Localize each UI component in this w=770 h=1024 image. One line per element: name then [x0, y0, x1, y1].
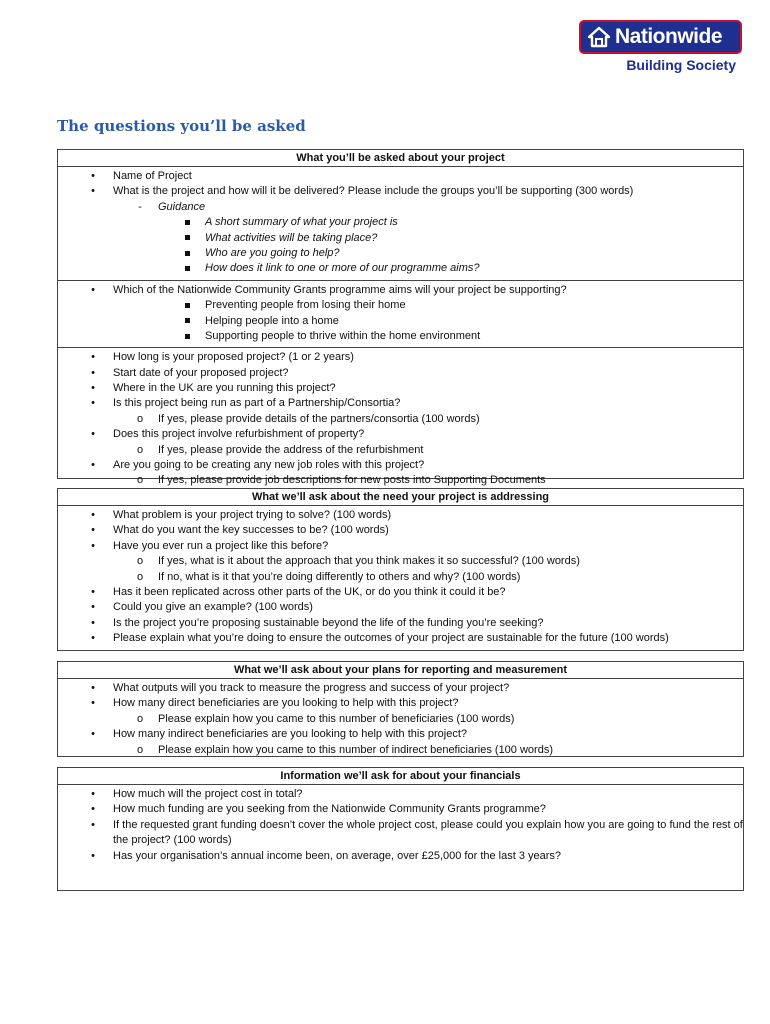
- bullet-marker: o: [136, 712, 144, 725]
- list-item: [58, 818, 743, 849]
- list-item: [58, 802, 743, 817]
- list-item: [58, 787, 743, 802]
- question-text: Supporting people to thrive within the home environment: [205, 329, 481, 342]
- question-text: Helping people into a home: [205, 314, 339, 327]
- bullet-marker: [182, 246, 192, 261]
- bullet-marker: •: [91, 366, 95, 379]
- list-item: [58, 314, 743, 329]
- bullet-marker: •: [91, 788, 95, 800]
- question-text: Please explain what you’re doing to ensure the outcomes of your project are sustainable for the future (100 words): [113, 632, 669, 645]
- bullet-marker: •: [91, 803, 95, 816]
- list-item: [58, 539, 743, 554]
- square-bullet-icon: [185, 318, 190, 323]
- logo-subtitle: Building Society: [626, 57, 736, 73]
- question-text: Which of the Nationwide Community Grants programme aims will your project be supporting?: [113, 283, 567, 296]
- bullet-marker: •: [91, 509, 95, 521]
- square-bullet-icon: [185, 334, 190, 339]
- list-item: [58, 712, 743, 727]
- question-text: How many direct beneficiaries are you looking to help with this project?: [113, 697, 459, 710]
- list-item: [58, 396, 743, 411]
- bullet-marker: [182, 298, 192, 313]
- question-text: Who are you going to help?: [205, 246, 340, 259]
- bullet-marker: [182, 314, 192, 329]
- table-row: [58, 506, 743, 650]
- bullet-marker: o: [136, 412, 144, 425]
- table-row: [58, 785, 743, 867]
- list-item: [58, 458, 743, 473]
- bullet-marker: •: [91, 283, 95, 296]
- square-bullet-icon: [185, 235, 190, 240]
- bullet-marker: •: [91, 585, 95, 598]
- bullet-marker: [182, 231, 192, 246]
- bullet-marker: •: [91, 397, 95, 410]
- square-bullet-icon: [185, 220, 190, 225]
- question-text: Does this project involve refurbishment of property?: [113, 428, 365, 441]
- question-text: How much will the project cost in total?: [113, 788, 303, 800]
- question-text: If yes, please provide job descriptions for new posts into Supporting Documents: [158, 474, 546, 487]
- question-text: Start date of your proposed project?: [113, 366, 289, 379]
- bullet-marker: o: [136, 555, 144, 568]
- list-item: [58, 350, 743, 365]
- list-item: [58, 184, 743, 199]
- list-item: [58, 283, 743, 298]
- bullet-marker: •: [91, 539, 95, 552]
- question-text: Guidance: [158, 200, 206, 213]
- list-item: [58, 366, 743, 381]
- table-row: [58, 679, 743, 761]
- list-item: [58, 743, 743, 758]
- bullet-marker: -: [138, 200, 142, 213]
- bullet-marker: [182, 261, 192, 276]
- list-item: [58, 231, 743, 246]
- bullet-marker: o: [136, 743, 144, 756]
- question-text: How many indirect beneficiaries are you looking to help with this project?: [113, 728, 468, 741]
- question-text: Is this project being run as part of a Partnership/Consortia?: [113, 397, 401, 410]
- question-text: If yes, please provide the address of the refurbishment: [158, 443, 424, 456]
- bullet-marker: •: [91, 185, 95, 198]
- table-header: What you’ll be asked about your project: [58, 150, 743, 167]
- question-text: How does it link to one or more of our programme aims?: [205, 262, 480, 275]
- question-text: Where in the UK are you running this project?: [113, 382, 336, 395]
- list-item: [58, 427, 743, 442]
- page-title: The questions you’ll be asked: [57, 117, 306, 135]
- question-table: [57, 149, 744, 487]
- list-item: [58, 200, 743, 215]
- question-text: Please explain how you came to this number of beneficiaries (100 words): [158, 712, 515, 725]
- bullet-marker: •: [91, 818, 95, 831]
- house-icon: [587, 26, 611, 48]
- question-text: What is the project and how will it be delivered? Please include the groups you’ll be supporting (300 words): [113, 185, 634, 198]
- bullet-marker: •: [91, 697, 95, 710]
- list-item: [58, 727, 743, 742]
- table-header: What we’ll ask about the need your project is addressing: [58, 489, 743, 506]
- list-item: [58, 246, 743, 261]
- bullet-marker: o: [136, 443, 144, 456]
- list-item: [58, 616, 743, 631]
- question-text: Are you going to be creating any new job roles with this project?: [113, 459, 425, 472]
- list-item: [58, 849, 743, 864]
- bullet-marker: [182, 215, 192, 230]
- list-item: [58, 585, 743, 600]
- question-text: Has it been replicated across other parts of the UK, or do you think it could it be?: [113, 585, 506, 598]
- question-text: A short summary of what your project is: [205, 216, 398, 229]
- bullet-marker: •: [91, 849, 95, 862]
- question-text: Is the project you’re proposing sustainable beyond the life of the funding you’re seeking?: [113, 616, 544, 629]
- square-bullet-icon: [185, 266, 190, 271]
- bullet-marker: •: [91, 170, 95, 182]
- square-bullet-icon: [185, 303, 190, 308]
- question-text: What problem is your project trying to solve? (100 words): [113, 509, 392, 521]
- table-row: [58, 281, 743, 349]
- logo-name: Nationwide: [615, 25, 723, 48]
- list-item: [58, 298, 743, 313]
- question-text: If no, what is it that you’re doing differently to others and why? (100 words): [158, 570, 521, 583]
- table-row: [58, 167, 743, 281]
- bullet-marker: •: [91, 428, 95, 441]
- bullet-marker: •: [91, 728, 95, 741]
- bullet-marker: •: [91, 459, 95, 472]
- question-text: Could you give an example? (100 words): [113, 601, 313, 614]
- bullet-marker: •: [91, 682, 95, 694]
- nationwide-logo: [579, 20, 742, 73]
- list-item: [58, 412, 743, 427]
- square-bullet-icon: [185, 251, 190, 256]
- table-header: Information we’ll ask for about your financials: [58, 768, 743, 785]
- bullet-marker: •: [91, 382, 95, 395]
- bullet-marker: o: [136, 474, 144, 487]
- question-text: What do you want the key successes to be? (100 words): [113, 524, 389, 537]
- question-table: [57, 488, 744, 651]
- question-table: [57, 661, 744, 757]
- question-text: Name of Project: [113, 170, 192, 182]
- list-item: [58, 523, 743, 538]
- list-item: [58, 329, 743, 344]
- bullet-marker: •: [91, 351, 95, 364]
- list-item: [58, 261, 743, 276]
- bullet-marker: •: [91, 524, 95, 537]
- list-item: [58, 554, 743, 569]
- list-item: [58, 443, 743, 458]
- question-text: How long is your proposed project? (1 or 2 years): [113, 351, 354, 364]
- list-item: [58, 631, 743, 646]
- list-item: [58, 381, 743, 396]
- question-text: Has your organisation’s annual income been, on average, over £25,000 for the last 3 years?: [113, 849, 562, 862]
- bullet-marker: [182, 329, 192, 344]
- question-text: What activities will be taking place?: [205, 231, 378, 244]
- question-text: Please explain how you came to this number of indirect beneficiaries (100 words): [158, 743, 553, 756]
- bullet-marker: o: [136, 570, 144, 583]
- list-item: [58, 681, 743, 696]
- question-text: If yes, what is it about the approach that you think makes it so successful? (100 words): [158, 555, 580, 568]
- question-text: Preventing people from losing their home: [205, 299, 406, 312]
- list-item: [58, 570, 743, 585]
- question-text: How much funding are you seeking from the Nationwide Community Grants programme?: [113, 803, 546, 816]
- question-text: If the requested grant funding doesn’t cover the whole project cost, please could you explain how you are going to fund the rest of the project? (100 words): [113, 818, 743, 847]
- list-item: [58, 473, 743, 488]
- question-text: If yes, please provide details of the partners/consortia (100 words): [158, 412, 480, 425]
- logo-badge: [579, 20, 742, 54]
- list-item: [58, 508, 743, 523]
- list-item: [58, 600, 743, 615]
- question-text: What outputs will you track to measure the progress and success of your project?: [113, 682, 510, 694]
- bullet-marker: •: [91, 601, 95, 614]
- question-text: Have you ever run a project like this before?: [113, 539, 329, 552]
- table-header: What we’ll ask about your plans for reporting and measurement: [58, 662, 743, 679]
- question-table: [57, 767, 744, 891]
- bullet-marker: •: [91, 616, 95, 629]
- table-row: [58, 348, 743, 492]
- list-item: [58, 215, 743, 230]
- list-item: [58, 696, 743, 711]
- list-item: [58, 169, 743, 184]
- bullet-marker: •: [91, 632, 95, 645]
